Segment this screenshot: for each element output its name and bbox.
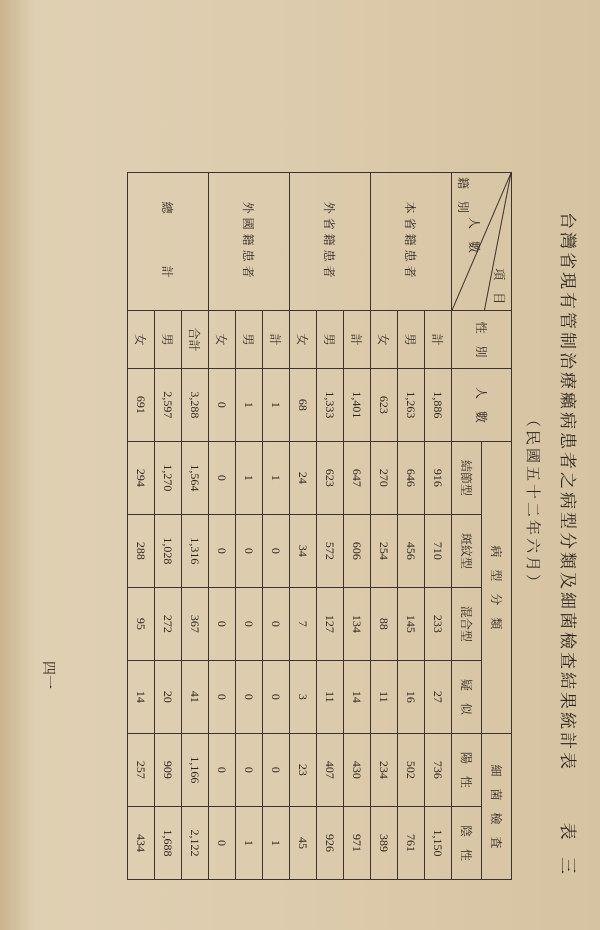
value-cell: 1 — [236, 368, 263, 441]
value-cell: 0 — [209, 368, 236, 441]
value-cell: 0 — [263, 514, 290, 587]
value-cell: 1 — [236, 441, 263, 514]
value-cell: 572 — [317, 514, 344, 587]
value-cell: 691 — [128, 368, 155, 441]
value-cell: 1,333 — [317, 368, 344, 441]
value-cell: 0 — [263, 733, 290, 806]
value-cell: 926 — [317, 806, 344, 879]
header-item: 項 目 — [492, 268, 506, 305]
value-cell: 623 — [371, 368, 398, 441]
value-cell: 1 — [263, 441, 290, 514]
group-label: 外省籍患者 — [290, 173, 371, 311]
page-number: 四一 — [40, 661, 56, 689]
value-cell: 0 — [236, 660, 263, 733]
table-row — [263, 173, 290, 880]
value-cell: 45 — [290, 806, 317, 879]
header-type: 病 型 分 類 — [482, 441, 512, 733]
value-cell: 0 — [209, 806, 236, 879]
sex-cell: 女 — [371, 311, 398, 369]
statistics-table — [127, 172, 512, 880]
sex-cell: 男 — [155, 311, 182, 369]
value-cell: 254 — [371, 514, 398, 587]
value-cell: 14 — [344, 660, 371, 733]
group-label: 本省籍患者 — [371, 173, 452, 311]
value-cell: 710 — [425, 514, 452, 587]
value-cell: 270 — [371, 441, 398, 514]
value-cell: 761 — [398, 806, 425, 879]
value-cell: 502 — [398, 733, 425, 806]
value-cell: 134 — [344, 587, 371, 660]
header-bacteria-positive: 陽 性 — [452, 733, 482, 806]
value-cell: 606 — [344, 514, 371, 587]
value-cell: 1 — [263, 806, 290, 879]
header-count: 人 數 — [452, 368, 512, 441]
sex-cell: 計 — [344, 311, 371, 369]
sex-cell: 女 — [209, 311, 236, 369]
value-cell: 0 — [209, 733, 236, 806]
value-cell: 41 — [182, 660, 209, 733]
value-cell: 0 — [209, 660, 236, 733]
diagonal-header-cell — [452, 173, 512, 311]
header-sex: 性 別 — [452, 311, 512, 369]
value-cell: 0 — [236, 733, 263, 806]
value-cell: 234 — [371, 733, 398, 806]
value-cell: 456 — [398, 514, 425, 587]
value-cell: 909 — [155, 733, 182, 806]
value-cell: 736 — [425, 733, 452, 806]
value-cell: 145 — [398, 587, 425, 660]
value-cell: 0 — [209, 587, 236, 660]
value-cell: 20 — [155, 660, 182, 733]
value-cell: 1,150 — [425, 806, 452, 879]
value-cell: 0 — [236, 587, 263, 660]
rotated-document — [118, 152, 590, 900]
value-cell: 2,597 — [155, 368, 182, 441]
value-cell: 407 — [317, 733, 344, 806]
group-label: 總 計 — [128, 173, 209, 311]
value-cell: 288 — [128, 514, 155, 587]
value-cell: 971 — [344, 806, 371, 879]
sex-cell: 女 — [290, 311, 317, 369]
group-label: 外國籍患者 — [209, 173, 290, 311]
value-cell: 1 — [263, 368, 290, 441]
table-number: 表 三 — [557, 822, 577, 880]
value-cell: 272 — [155, 587, 182, 660]
value-cell: 3,288 — [182, 368, 209, 441]
value-cell: 233 — [425, 587, 452, 660]
value-cell: 0 — [263, 660, 290, 733]
value-cell: 1,564 — [182, 441, 209, 514]
value-cell: 367 — [182, 587, 209, 660]
sex-cell: 男 — [236, 311, 263, 369]
value-cell: 11 — [371, 660, 398, 733]
table-body — [128, 173, 452, 880]
table-row — [344, 173, 371, 880]
value-cell: 3 — [290, 660, 317, 733]
value-cell: 68 — [290, 368, 317, 441]
value-cell: 16 — [398, 660, 425, 733]
value-cell: 95 — [128, 587, 155, 660]
value-cell: 1,688 — [155, 806, 182, 879]
value-cell: 88 — [371, 587, 398, 660]
value-cell: 434 — [128, 806, 155, 879]
sex-cell: 男 — [398, 311, 425, 369]
value-cell: 23 — [290, 733, 317, 806]
value-cell: 257 — [128, 733, 155, 806]
value-cell: 916 — [425, 441, 452, 514]
value-cell: 1 — [236, 806, 263, 879]
value-cell: 1,886 — [425, 368, 452, 441]
value-cell: 1,401 — [344, 368, 371, 441]
value-cell: 0 — [209, 514, 236, 587]
value-cell: 1,166 — [182, 733, 209, 806]
value-cell: 1,263 — [398, 368, 425, 441]
header-people: 人 數 — [467, 217, 481, 254]
value-cell: 2,122 — [182, 806, 209, 879]
header-type-mixed: 混合型 — [452, 587, 482, 660]
value-cell: 0 — [209, 441, 236, 514]
value-cell: 1,028 — [155, 514, 182, 587]
table-row — [425, 173, 452, 880]
header-bacteria-negative: 陰 性 — [452, 806, 482, 879]
value-cell: 34 — [290, 514, 317, 587]
value-cell: 0 — [263, 587, 290, 660]
header-type-macular: 斑紋型 — [452, 514, 482, 587]
sex-cell: 計 — [425, 311, 452, 369]
value-cell: 1,316 — [182, 514, 209, 587]
header-origin: 籍 別 — [456, 177, 470, 214]
value-cell: 127 — [317, 587, 344, 660]
value-cell: 646 — [398, 441, 425, 514]
header-bacteria: 細 菌 檢 査 — [482, 733, 512, 879]
value-cell: 1,270 — [155, 441, 182, 514]
value-cell: 27 — [425, 660, 452, 733]
value-cell: 7 — [290, 587, 317, 660]
sex-cell: 計 — [263, 311, 290, 369]
value-cell: 647 — [344, 441, 371, 514]
value-cell: 430 — [344, 733, 371, 806]
value-cell: 11 — [317, 660, 344, 733]
sex-cell: 合計 — [182, 311, 209, 369]
sex-cell: 女 — [128, 311, 155, 369]
value-cell: 294 — [128, 441, 155, 514]
value-cell: 14 — [128, 660, 155, 733]
sex-cell: 男 — [317, 311, 344, 369]
table-row — [182, 173, 209, 880]
document-title: 台灣省現有管制治療癩病患者之病型分類及細菌檢查結果統計表 — [557, 212, 577, 772]
value-cell: 389 — [371, 806, 398, 879]
document-subtitle: （民國五十二年六月） — [524, 412, 542, 593]
header-type-suspect: 疑 似 — [452, 660, 482, 733]
header-type-nodular: 結節型 — [452, 441, 482, 514]
value-cell: 24 — [290, 441, 317, 514]
value-cell: 0 — [236, 514, 263, 587]
value-cell: 623 — [317, 441, 344, 514]
